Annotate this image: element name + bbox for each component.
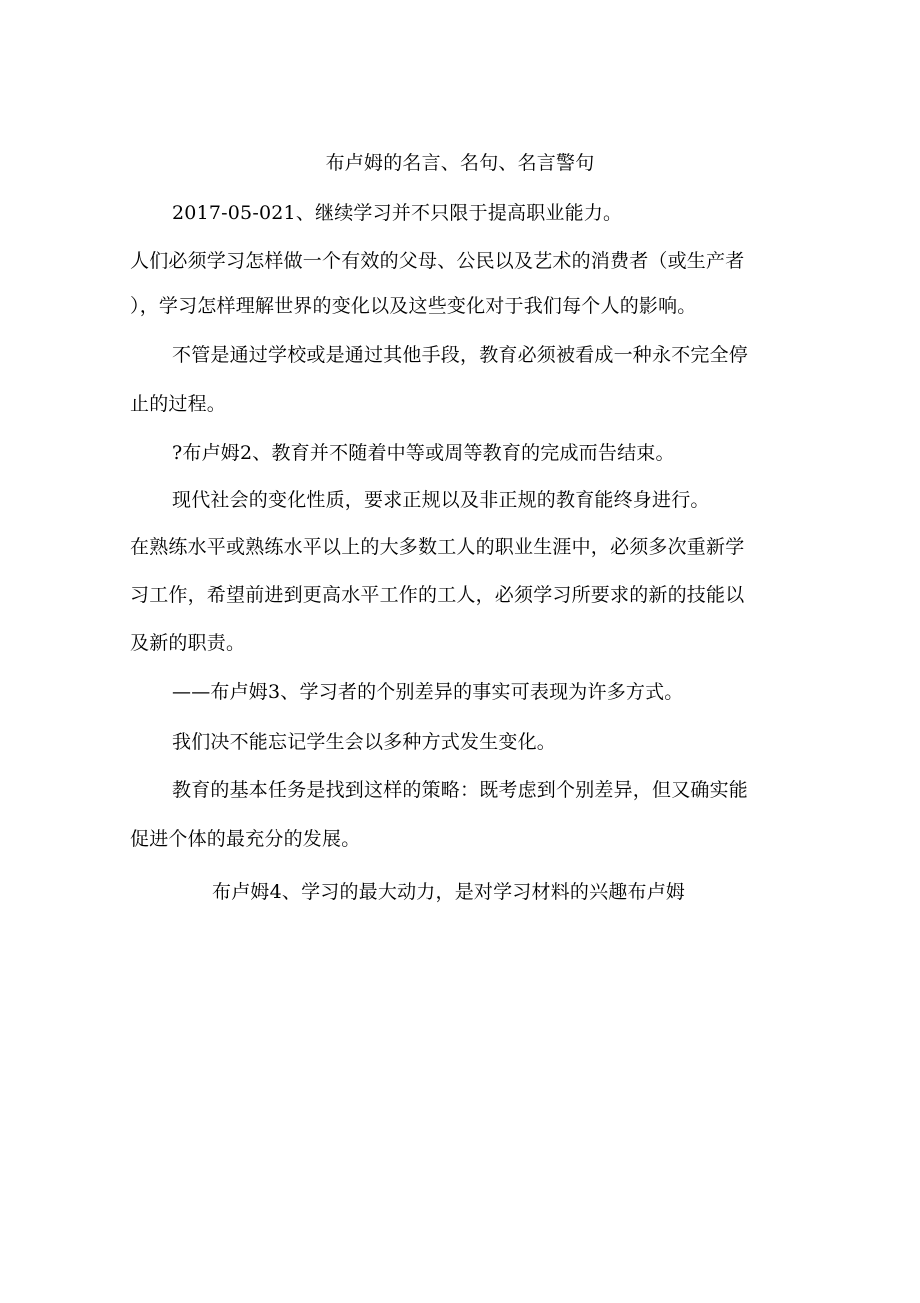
- text-line-7: 现代社会的变化性质，要求正规以及非正规的教育能终身进行。: [172, 489, 710, 511]
- text-line-3: ），学习怎样理解世界的变化以及这些变化对于我们每个人的影响。: [130, 295, 697, 317]
- text-line-10: 及新的职责。: [130, 632, 246, 654]
- text-line-9: 习工作，希望前进到更高水平工作的工人，必须学习所要求的新的技能以: [130, 584, 745, 606]
- text-line-6: ?布卢姆2、教育并不随着中等或周等教育的完成而告结束。: [172, 442, 675, 464]
- text-line-8: 在熟练水平或熟练水平以上的大多数工人的职业生涯中，必须多次重新学: [130, 536, 745, 558]
- text-line-4: 不管是通过学校或是通过其他手段，教育必须被看成一种永不完全停: [172, 344, 749, 366]
- text-line-1: 2017-05-021、继续学习并不只限于提高职业能力。: [172, 202, 623, 224]
- text-line-11: ——布卢姆3、学习者的个别差异的事实可表现为许多方式。: [172, 681, 684, 703]
- text-line-15: 布卢姆4、学习的最大动力，是对学习材料的兴趣布卢姆: [212, 881, 686, 903]
- text-line-12: 我们决不能忘记学生会以多种方式发生变化。: [172, 731, 557, 753]
- text-line-14: 促进个体的最充分的发展。: [130, 828, 361, 850]
- text-line-2: 人们必须学习怎样做一个有效的父母、公民以及艺术的消费者（或生产者: [130, 250, 745, 272]
- document-title: 布卢姆的名言、名句、名言警句: [325, 152, 595, 174]
- text-line-13: 教育的基本任务是找到这样的策略：既考虑到个别差异，但又确实能: [172, 779, 749, 801]
- text-line-5: 止的过程。: [130, 393, 227, 415]
